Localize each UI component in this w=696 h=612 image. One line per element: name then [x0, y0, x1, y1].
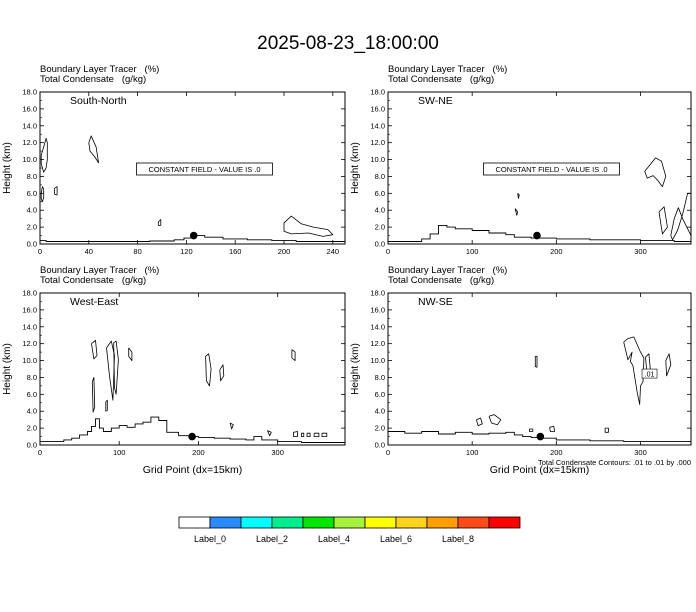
y-tick-label: 8.0 — [374, 171, 385, 181]
y-tick-label: 12.0 — [22, 138, 37, 148]
constant-field-annotation: CONSTANT FIELD - VALUE IS .0 — [495, 165, 608, 174]
panel-title: SW-NE — [418, 95, 453, 107]
y-axis-label: Height (km) — [2, 343, 13, 395]
condensate-contour — [106, 400, 108, 411]
condensate-contour — [107, 341, 115, 400]
condensate-contour — [645, 158, 666, 187]
panel-nw-se — [350, 265, 691, 476]
x-tick-label: 80 — [133, 247, 142, 256]
y-tick-label: 18.0 — [370, 87, 385, 97]
condensate-contour — [476, 418, 482, 426]
condensate-contour — [301, 433, 303, 436]
legend-label: Label_0 — [193, 534, 227, 544]
condensate-contour — [230, 423, 233, 429]
y-tick-label: 4.0 — [374, 205, 385, 215]
legend-label: Label_8 — [441, 534, 475, 544]
condensate-contour — [267, 431, 271, 436]
panel-title: West-East — [70, 296, 119, 308]
legend-swatch — [427, 517, 458, 528]
x-tick-label: 0 — [385, 247, 391, 256]
y-tick-label: 10.0 — [370, 356, 385, 366]
y-tick-label: 14.0 — [22, 322, 37, 332]
y-tick-label: 8.0 — [374, 372, 385, 382]
condensate-contour — [322, 433, 327, 436]
location-marker — [533, 232, 541, 240]
y-tick-label: 12.0 — [370, 339, 385, 349]
legend-label: Label_2 — [255, 534, 289, 544]
y-tick-label: 2.0 — [374, 222, 385, 232]
panel-title: NW-SE — [418, 296, 453, 308]
condensate-contour — [158, 220, 161, 226]
x-tick-label: 120 — [180, 247, 193, 256]
y-tick-label: 10.0 — [22, 155, 37, 165]
y-tick-label: 4.0 — [26, 205, 37, 215]
contour-footer-note: Total Condensate Contours: .01 to .01 by .000 — [537, 458, 691, 467]
condensate-contour — [89, 136, 99, 163]
panel-header-condensate: Total Condensate (g/kg) — [40, 74, 147, 85]
location-marker — [190, 232, 198, 240]
location-marker — [188, 433, 196, 441]
condensate-contour — [671, 193, 691, 240]
y-axis-label: Height (km) — [2, 142, 13, 194]
condensate-contour — [550, 426, 555, 431]
x-tick-label: 200 — [550, 247, 563, 256]
legend-swatch — [179, 517, 210, 528]
legend-swatch — [365, 517, 396, 528]
legend-label: Label_4 — [317, 534, 351, 544]
condensate-contour — [489, 415, 501, 425]
legend-swatch — [210, 517, 241, 528]
condensate-contour — [518, 193, 520, 198]
condensate-contour — [307, 433, 310, 436]
condensate-contour — [605, 428, 608, 432]
x-tick-label: 200 — [277, 247, 291, 256]
panel-sw-ne — [350, 64, 691, 256]
condensate-contour — [92, 340, 98, 359]
x-tick-label: 0 — [385, 448, 391, 457]
y-tick-label: 16.0 — [22, 104, 37, 114]
x-tick-label: 40 — [84, 247, 93, 256]
y-axis-label: Height (km) — [350, 142, 361, 194]
x-tick-label: 300 — [634, 448, 647, 457]
y-tick-label: 12.0 — [370, 138, 385, 148]
x-tick-label: 100 — [112, 448, 126, 457]
x-tick-label: 200 — [550, 448, 563, 457]
contour-label: .01 — [644, 371, 655, 379]
panel-header-condensate: Total Condensate (g/kg) — [388, 74, 495, 85]
y-tick-label: 16.0 — [370, 104, 385, 114]
condensate-contour — [294, 432, 298, 437]
condensate-contour — [515, 209, 518, 216]
panel-header-tracer: Boundary Layer Tracer (%) — [388, 265, 508, 276]
panel-south-north — [2, 64, 345, 256]
y-tick-label: 8.0 — [26, 171, 37, 181]
condensate-contour — [114, 341, 119, 394]
y-tick-label: 14.0 — [370, 121, 385, 131]
condensate-contour — [292, 350, 295, 361]
condensate-contour — [129, 348, 132, 361]
panel-header-condensate: Total Condensate (g/kg) — [388, 275, 495, 286]
x-tick-label: 300 — [634, 247, 647, 256]
y-tick-label: 2.0 — [374, 423, 385, 433]
condensate-contour — [624, 337, 644, 405]
condensate-contour — [666, 354, 671, 376]
panel-header-tracer: Boundary Layer Tracer (%) — [40, 64, 160, 75]
y-tick-label: 6.0 — [374, 188, 385, 198]
y-tick-label: 2.0 — [26, 423, 37, 433]
x-axis-label: Grid Point (dx=15km) — [142, 464, 243, 476]
legend-swatch — [396, 517, 427, 528]
x-tick-label: 300 — [271, 448, 284, 457]
y-tick-label: 16.0 — [370, 305, 385, 315]
x-tick-label: 200 — [192, 448, 205, 457]
condensate-contour — [206, 354, 212, 386]
color-legend — [179, 517, 520, 544]
location-marker — [537, 433, 545, 441]
panel-header-tracer: Boundary Layer Tracer (%) — [388, 64, 508, 75]
condensate-contour — [535, 356, 537, 367]
legend-swatch — [489, 517, 520, 528]
y-tick-label: 0.0 — [26, 239, 37, 249]
legend-swatch — [272, 517, 303, 528]
condensate-contour — [41, 187, 44, 202]
y-tick-label: 18.0 — [22, 87, 37, 97]
y-tick-label: 0.0 — [26, 440, 37, 450]
x-tick-label: 0 — [37, 247, 43, 256]
y-tick-label: 0.0 — [374, 239, 385, 249]
y-tick-label: 12.0 — [22, 339, 37, 349]
plot-frame — [40, 293, 345, 445]
y-tick-label: 14.0 — [22, 121, 37, 131]
condensate-contour — [314, 433, 319, 436]
panel-west-east — [2, 265, 345, 476]
y-tick-label: 6.0 — [26, 389, 37, 399]
condensate-contour — [55, 187, 58, 195]
panel-header-tracer: Boundary Layer Tracer (%) — [40, 265, 160, 276]
figure-title: 2025-08-23_18:00:00 — [257, 33, 439, 54]
condensate-contour — [92, 377, 94, 412]
legend-swatch — [458, 517, 489, 528]
legend-swatch — [334, 517, 365, 528]
y-tick-label: 2.0 — [26, 222, 37, 232]
x-tick-label: 240 — [326, 247, 340, 256]
x-tick-label: 160 — [228, 247, 242, 256]
y-tick-label: 10.0 — [370, 155, 385, 165]
legend-swatch — [303, 517, 334, 528]
y-tick-label: 4.0 — [374, 406, 385, 416]
panel-title: South-North — [70, 95, 127, 107]
x-tick-label: 100 — [465, 448, 479, 457]
y-tick-label: 4.0 — [26, 406, 37, 416]
x-tick-label: 0 — [37, 448, 43, 457]
legend-label: Label_6 — [379, 534, 413, 544]
condensate-contour — [220, 365, 224, 381]
condensate-contour — [284, 216, 333, 236]
x-tick-label: 100 — [465, 247, 479, 256]
y-tick-label: 18.0 — [22, 288, 37, 298]
condensate-contour — [659, 207, 667, 234]
y-tick-label: 6.0 — [26, 188, 37, 198]
constant-field-annotation: CONSTANT FIELD - VALUE IS .0 — [148, 165, 261, 174]
y-tick-label: 10.0 — [22, 356, 37, 366]
condensate-contour — [41, 138, 47, 172]
y-tick-label: 14.0 — [370, 322, 385, 332]
panel-header-condensate: Total Condensate (g/kg) — [40, 275, 147, 286]
y-tick-label: 6.0 — [374, 389, 385, 399]
y-axis-label: Height (km) — [350, 343, 361, 395]
legend-swatch — [241, 517, 272, 528]
y-tick-label: 16.0 — [22, 305, 37, 315]
condensate-contour — [529, 429, 532, 432]
y-tick-label: 0.0 — [374, 440, 385, 450]
x-axis-label: Grid Point (dx=15km) — [489, 464, 590, 476]
y-tick-label: 8.0 — [26, 372, 37, 382]
y-tick-label: 18.0 — [370, 288, 385, 298]
